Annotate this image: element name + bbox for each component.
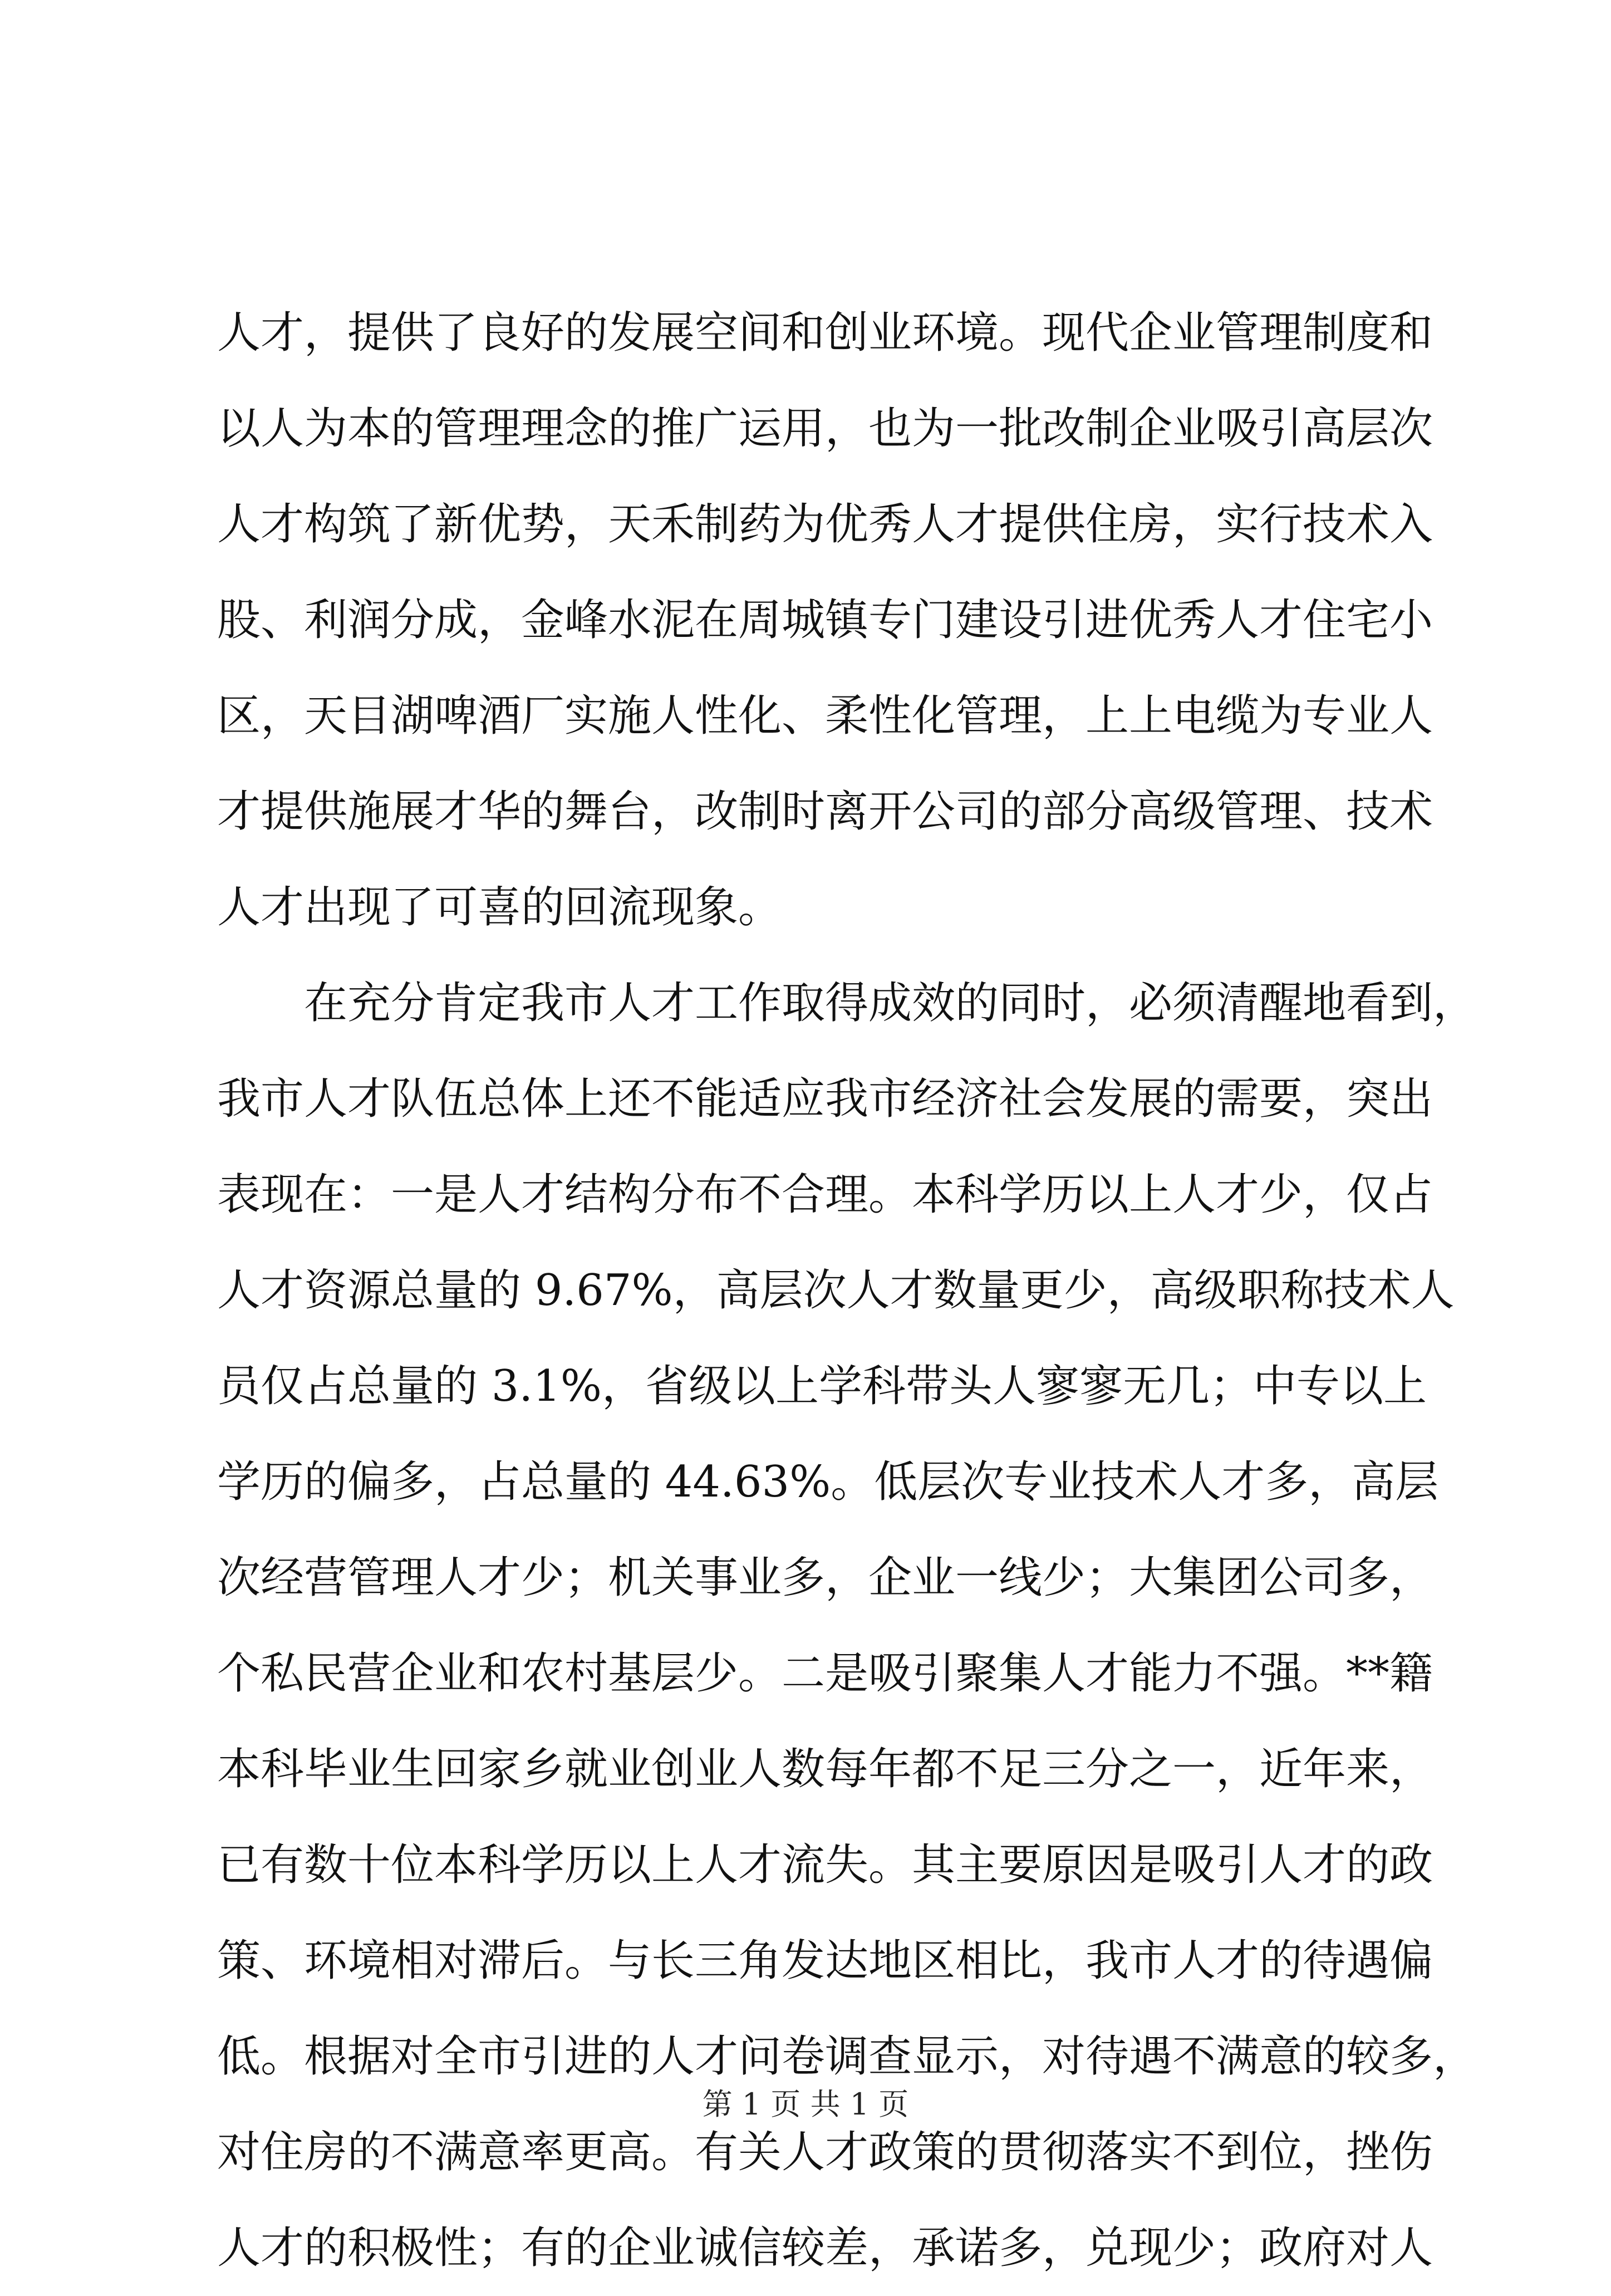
text-line: 人才，提供了良好的发展空间和创业环境。现代企业管理制度和 [217,308,1433,358]
text-line: 人才构筑了新优势，天禾制药为优秀人才提供住房，实行技术入 [217,499,1433,550]
document-body [217,285,1477,2296]
page-footer [0,2085,1611,2124]
text-line: 次经营管理人才少；机关事业多，企业一线少；大集团公司多， [217,1553,1433,1603]
text-line: 员仅占总量的 3.1%，省级以上学科带头人寥寥无几；中专以上 [217,1361,1427,1411]
text-line: 学历的偏多，占总量的 44.63%。低层次专业技术人才多，高层 [217,1457,1439,1507]
text-line: 才提供施展才华的舞台，改制时离开公司的部分高级管理、技术 [217,787,1433,837]
text-line: 个私民营企业和农村基层少。二是吸引聚集人才能力不强。**籍 [217,1649,1433,1699]
text-line: 本科毕业生回家乡就业创业人数每年都不足三分之一，近年来， [217,1744,1433,1794]
text-line: 我市人才队伍总体上还不能适应我市经济社会发展的需要，突出 [217,1074,1433,1124]
page-number-label: 第 1 页 共 1 页 [702,2087,909,2122]
text-line: 已有数十位本科学历以上人才流失。其主要原因是吸引人才的政 [217,1840,1433,1890]
text-line: 低。根据对全市引进的人才问卷调查显示，对待遇不满意的较多， [217,2032,1477,2082]
text-line: 人才的积极性；有的企业诚信较差，承诺多，兑现少；政府对人 [217,2223,1433,2273]
text-line: 人才出现了可喜的回流现象。 [217,882,782,933]
paragraph-1 [217,285,1433,955]
text-line: 表现在：一是人才结构分布不合理。本科学历以上人才少，仅占 [217,1170,1433,1220]
text-line: 人才资源总量的 9.67%，高层次人才数量更少，高级职称技术人 [217,1265,1455,1316]
text-line: 以人为本的管理理念的推广运用，也为一批改制企业吸引高层次 [217,404,1433,454]
text-line: 策、环境相对滞后。与长三角发达地区相比，我市人才的待遇偏 [217,1936,1433,1986]
text-line: 股、利润分成，金峰水泥在周城镇专门建设引进优秀人才住宅小 [217,595,1433,645]
text-line: 对住房的不满意率更高。有关人才政策的贯彻落实不到位，挫伤 [217,2127,1433,2177]
text-line: 在充分肯定我市人才工作取得成效的同时，必须清醒地看到， [304,978,1477,1028]
text-line: 区，天目湖啤酒厂实施人性化、柔性化管理，上上电缆为专业人 [217,691,1433,741]
